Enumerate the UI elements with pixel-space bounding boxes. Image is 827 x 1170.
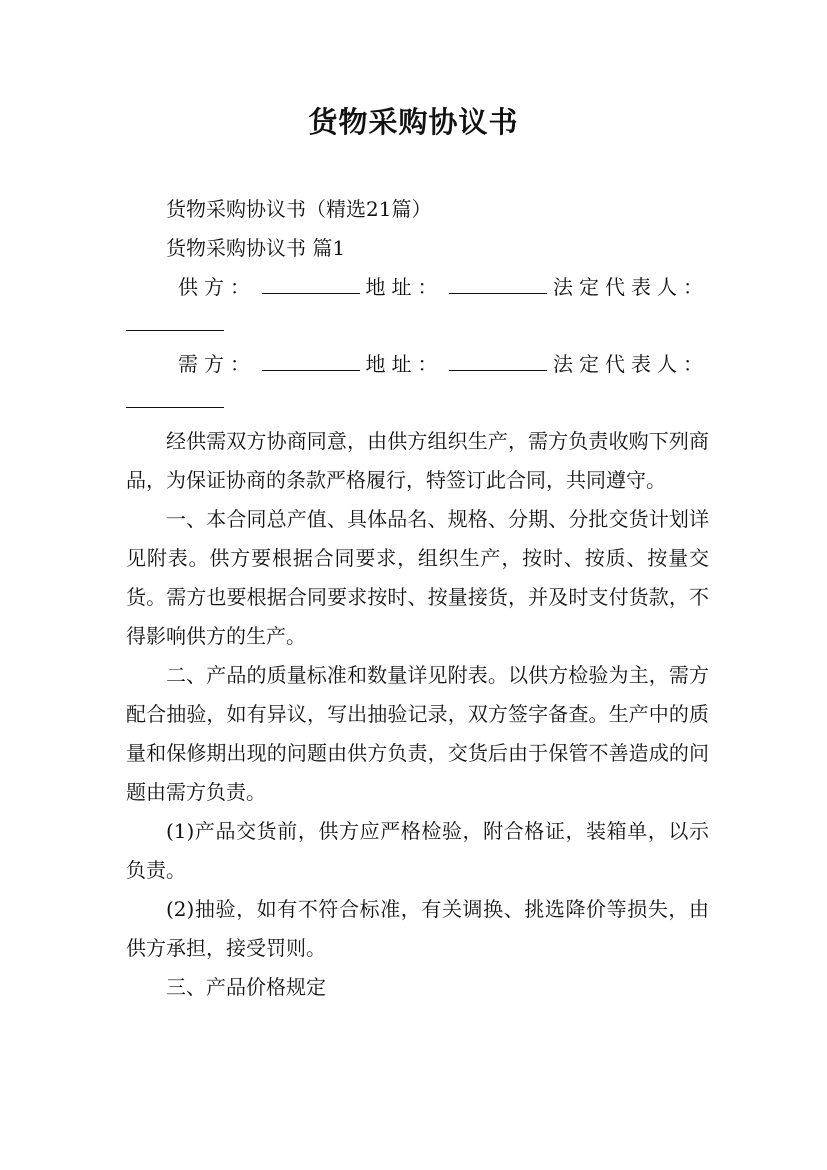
supplier-line <box>126 268 709 307</box>
document-title: 货物采购协议书 <box>308 105 519 139</box>
buyer-address-label: 地址： <box>365 352 444 376</box>
supplier-legal-rep-line <box>126 307 709 345</box>
item-1: (1)产品交货前，供方应严格检验，附合格证，装箱单，以示负责。 <box>126 819 709 882</box>
supplier-address-blank <box>449 292 547 294</box>
item-2: (2)抽验，如有不符合标准，有关调换、挑选降价等损失，由供方承担，接受罚则。 <box>126 897 709 960</box>
subtitle: 货物采购协议书（精选21篇） <box>166 197 432 221</box>
clause-2: 二、产品的质量标准和数量详见附表。以供方检验为主，需方配合抽验，如有异议，写出抽验记录，双方签字备查。生产中的质量和保修期出现的问题由供方负责，交货后由于保管不善造成的问题由需方负责。 <box>126 663 709 804</box>
buyer-legal-rep-blank <box>126 406 224 408</box>
supplier-address-label: 地址： <box>365 275 444 299</box>
buyer-blank <box>262 369 360 371</box>
supplier-blank <box>262 292 360 294</box>
supplier-legal-rep-label: 法定代表人： <box>553 275 709 299</box>
intro-paragraph: 经供需双方协商同意，由供方组织生产，需方负责收购下列商品，为保证协商的条款严格履行，特签订此合同，共同遵守。 <box>126 429 709 492</box>
supplier-legal-rep-blank <box>126 329 224 331</box>
supplier-label: 供方： <box>178 275 256 299</box>
buyer-label: 需方： <box>178 352 256 376</box>
document-body <box>126 190 709 1007</box>
buyer-address-blank <box>449 369 547 371</box>
section-heading: 货物采购协议书 篇1 <box>166 236 346 260</box>
clause-1: 一、本合同总产值、具体品名、规格、分期、分批交货计划详见附表。供方要根据合同要求，组织生产，按时、按质、按量交货。需方也要根据合同要求按时、按量接货，并及时支付货款，不得影响供方的生产。 <box>126 507 709 648</box>
buyer-legal-rep-line <box>126 384 709 422</box>
clause-3: 三、产品价格规定 <box>166 975 326 999</box>
buyer-line <box>126 345 709 384</box>
buyer-legal-rep-label: 法定代表人： <box>553 352 709 376</box>
